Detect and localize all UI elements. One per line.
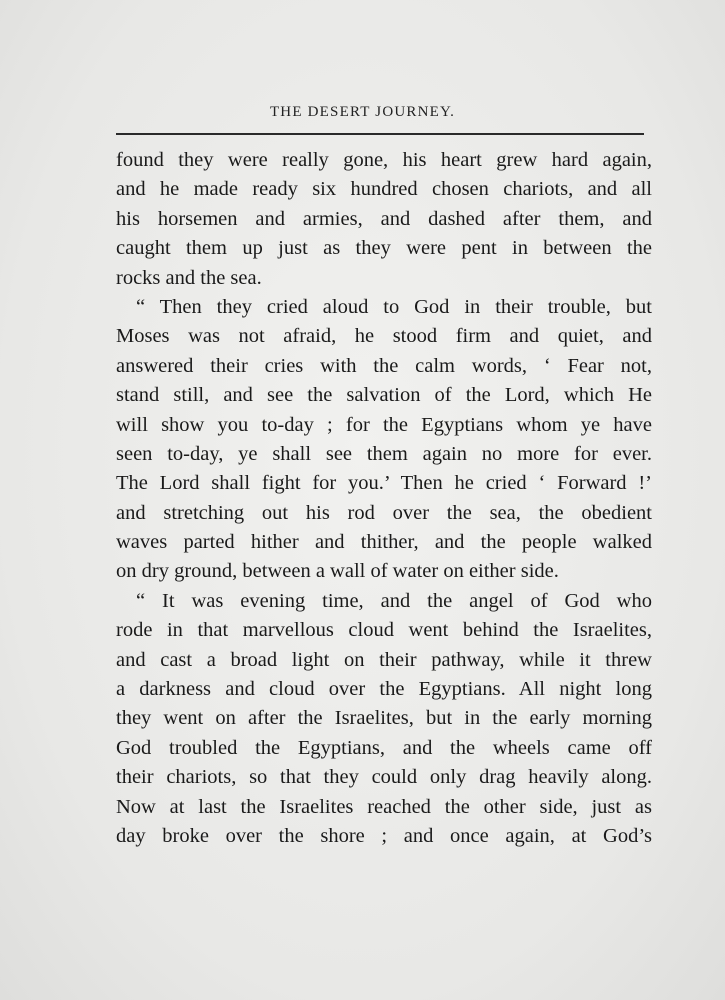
header-rule <box>116 133 644 135</box>
text-line: Moses was not afraid, he stood firm and quiet, and <box>116 325 652 348</box>
text-line: Now at last the Israelites reached the other side, just as <box>116 795 652 818</box>
text-line: God troubled the Egyptians, and the wheels came off <box>116 736 652 759</box>
text-line: waves parted hither and thither, and the people walked <box>116 531 652 554</box>
text-line: stand still, and see the salvation of the Lord, which He <box>116 384 652 407</box>
text-line: seen to-day, ye shall see them again no more for ever. <box>116 442 652 465</box>
text-line: The Lord shall fight for you.’ Then he cried ‘ Forward !’ <box>116 472 652 495</box>
text-line: a darkness and cloud over the Egyptians. All night long <box>116 678 652 701</box>
text-line: and cast a broad light on their pathway, while it threw <box>116 648 652 671</box>
body-text <box>116 146 652 851</box>
text-line: “ It was evening time, and the angel of God who <box>136 589 652 612</box>
text-line: caught them up just as they were pent in between the <box>116 237 652 260</box>
running-head: THE DESERT JOURNEY. <box>269 104 456 120</box>
text-line: “ Then they cried aloud to God in their trouble, but <box>136 295 652 318</box>
text-line: will show you to-day ; for the Egyptians whom ye have <box>116 413 652 436</box>
text-line: and he made ready six hundred chosen chariots, and all <box>116 178 652 201</box>
text-line: on dry ground, between a wall of water on either side. <box>116 560 559 583</box>
text-line: his horsemen and armies, and dashed after them, and <box>116 207 652 230</box>
text-line: their chariots, so that they could only drag heavily along. <box>116 766 652 789</box>
text-line: rode in that marvellous cloud went behind the Israelites, <box>116 619 652 642</box>
text-line: they went on after the Israelites, but in the early morning <box>116 707 652 730</box>
text-line: answered their cries with the calm words, ‘ Fear not, <box>116 354 652 377</box>
text-line: day broke over the shore ; and once again, at God’s <box>116 824 652 847</box>
text-line: found they were really gone, his heart grew hard again, <box>116 149 652 171</box>
text-line: and stretching out his rod over the sea, the obedient <box>116 501 652 524</box>
text-line: rocks and the sea. <box>116 266 262 289</box>
